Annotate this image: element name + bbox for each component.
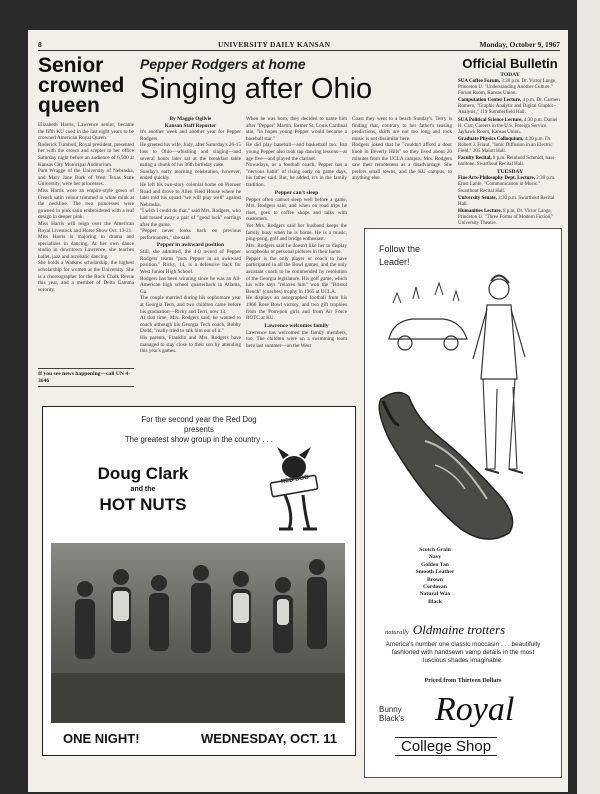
paragraph: Nowadays, as a football coach, Pepper has a "nervous habit" of rising early on game days, his father said. But, he added, it's in the family tradition. (246, 162, 347, 188)
shoe-description: America's number one classic moccasin . . . beautifully fashioned with handsewn vamp details in the most luscious shades imaginable. (385, 641, 541, 665)
brand-line (385, 621, 555, 639)
paragraph: He did play baseball—and basketball too. But young Pepper also took tap dancing lessons—at age five—and played the clarinet. (246, 142, 347, 162)
paragraph: At that time, Mrs. Rodgers said, he wanted to coach although his Georgia Tech coach, Bobby Dodd, "really tried to talk him out of it." (140, 315, 241, 335)
color-option: Cordovan (423, 584, 447, 591)
paragraph: His parents, Franklin and Mrs. Rodgers have managed to stay close to their son by attending this year's games. (140, 335, 241, 355)
royal-college-shop-ad (364, 228, 562, 778)
footer-right: WEDNESDAY, OCT. 11 (200, 731, 337, 746)
news-tip-text: If you see news happening—call UN 4-3646 (38, 371, 130, 384)
story-headline: Singing after Ohio (140, 73, 373, 105)
brand-name: Oldmaine trotters (412, 622, 506, 637)
bulletin-item (458, 79, 562, 97)
store-small-line: Bunny (379, 705, 402, 714)
adjacent-page-edge (577, 0, 600, 794)
paragraph: He left his two-story colonial home on Pioneer Road and drove to Allen Field House where he later told his squad "we will play well" against Nebraska. (140, 181, 241, 208)
header-rule (38, 50, 560, 51)
paragraph: Rodgers has been winning since he was an All-American high school quarterback in Atlanta, Ga. (140, 275, 241, 295)
act-and: and the (130, 486, 156, 493)
shoe-price: Priced from Thirteen Dollars (424, 677, 502, 684)
store-logo (375, 691, 555, 769)
paragraph: Pepper often cannot sleep well before a game, Mrs. Rodgers said, and when on road trips he rises, goes to coffee shops and talks with customers. (246, 196, 347, 223)
page-number: 8 (38, 40, 42, 49)
bulletin-item-text: 2:30 p.m. Ernst Lanfe, "Communication in Music." Swarthout Recital Hall. (458, 176, 556, 194)
bulletin-item (458, 98, 562, 116)
paragraph: Sunday's early morning celebration, however, ended quickly. (140, 168, 241, 182)
paragraph: "I wish I could do that," said Mrs. Rodgers, who had tossed away a pair of "good luck" earrings after the game. (140, 208, 241, 228)
subhead: Pepper in awkward position (156, 242, 225, 249)
rodgers-col-2 (246, 116, 347, 421)
rodgers-col-3 (352, 116, 452, 222)
queen-headline (38, 56, 134, 116)
bulletin-item-text: 4:30 p.m. Daniel H. Carr, Careers in the U.S. Foreign Service. Jayhawk Room, Kansas Union. (458, 117, 558, 135)
bulletin-item-text: 3:30 p.m. Dr. Victor Lange, Princeton U. "Understanding Another Culture." Forum Room, Kansas Union. (458, 79, 557, 97)
paragraph: Pepper is the only player or coach to have participated in all the Bowl games, and the only assistant coach to be commended by resolution of the Georgia legislature. His golf game, which his wife says "relaxes him" won the "Bristol Bench" (coaches) trophy in 1965 at UCLA. (246, 255, 347, 295)
act-line-1: Doug Clark (97, 464, 189, 483)
byline-title: Kansan Staff Reporter (164, 122, 217, 129)
ad-line: presents (184, 425, 214, 434)
bulletin-item-name: University Senate, (458, 195, 497, 201)
color-option: Black (428, 598, 442, 605)
headline-line: queen (38, 94, 100, 117)
bulletin-item (458, 156, 562, 168)
color-option: Golden Tan (421, 561, 449, 568)
bulletin-item-name: Computation Center Lecture, (458, 98, 522, 104)
car-and-crowd-sketch-icon (383, 273, 473, 363)
rodgers-col-1 (140, 116, 241, 421)
act-line-2: HOT NUTS (99, 495, 187, 514)
bulletin-item (458, 176, 562, 194)
store-small-line: Black's (379, 714, 405, 723)
brand-prefix: naturally (385, 629, 409, 636)
paragraph: He displays an autographed football from his 1966 Rose Bowl victory, and two gift trophies from the Pom-pon girls and from Air Force ROTC at KU. (246, 295, 347, 322)
paragraph: Coast they went to a beach Sunday's. Terry is finding that, contrary to her father's teasing predictions, skirts are not too long and rock music is not dissimilar here. (352, 116, 452, 142)
paragraph: She holds a Watkins scholarship, the highest scholarship for women at the University. She is a choreographer for the Rock Chalk Revue this year, and a member of Delta Gamma sorority. (38, 260, 134, 293)
color-option: Navy (428, 554, 442, 561)
bulletin-item-text: 4 p.m. Dr. Carmen Romero, "Graphic Analytic and Digital Graphic-Analysis," 119 Summerfield Hall. (458, 98, 560, 116)
color-option: Brown (426, 576, 444, 583)
bulletin-item-name: Humanities Lecture, (458, 208, 502, 214)
loafer-shoe-icon (369, 379, 519, 549)
news-tip-box (38, 368, 134, 387)
paragraph: Roderick Turnbull, Royal president, presented her with the crown and scepter to her office Saturday night before an audience of 6,500 at Kansas City Municipal Auditorium. (38, 141, 134, 168)
red-dog-mascot-icon (261, 445, 331, 535)
footer-left: ONE NIGHT! (63, 731, 140, 746)
issue-date: Monday, October 9, 1967 (479, 40, 560, 49)
paragraph: When he was born, they decided to name him after "Pepper" Martin, former St. Louis Cardinal star, "in hopes young Pepper would become a baseball star." (246, 116, 347, 142)
headline-line: Senior (38, 56, 104, 77)
paragraph: Mrs. Rodgers said he doesn't like her to display scrapbooks or personal pictures in their home. (246, 242, 347, 256)
shoe-colors (385, 547, 485, 606)
bulletin-item-name: SUA Coffee Forum, (458, 79, 501, 84)
official-bulletin (458, 56, 562, 252)
ad-line: For the second year the Red Dog (141, 415, 257, 424)
masthead: UNIVERSITY DAILY KANSAN (218, 40, 331, 49)
paragraph: The couple married during his sophomore year at Georgia Tech, and two children came before his graduation—Ricky and Terri, now 13. (140, 295, 241, 315)
newspaper-page (28, 30, 568, 792)
paragraph: Pam Wragge of the University of Nebraska, and Mary Jane Burk of West Texas State University, were her princesses. (38, 168, 134, 188)
paragraph: He greeted his wife, Judy, after Saturday's 26-15 loss to Ohio—whistling and singing—and several hours later sat at the breakfast table eating a chunk of his 36th birthday cake. (140, 142, 241, 169)
color-option: Natural Wax (419, 591, 451, 598)
act-name (43, 463, 243, 516)
bulletin-item-text: 8 p.m. Reinhold Schmidt, bass-baritone. Swarthout Recital Hall. (458, 156, 556, 168)
bulletin-item (458, 118, 562, 136)
bulletin-item (458, 196, 562, 208)
bulletin-item (458, 137, 562, 155)
headline-line: crowned (38, 74, 125, 97)
color-option: Scotch Grain (419, 547, 451, 553)
paragraph: Miss Harris is majoring in drama and specializes in dancing. At her own dance studio in downtown Lawrence, she teaches ballet, jazz and acrobatic dancing. (38, 234, 134, 260)
store-block: College Shop (395, 737, 497, 756)
bulletin-item-name: Faculty Recital, (458, 156, 492, 162)
bulletin-title: Official Bulletin (462, 56, 558, 71)
follow-the-leader-text: Follow the Leader! (379, 244, 421, 267)
paragraph: It's another week and another year for Pepper Rodgers. (140, 129, 241, 142)
band-photo (51, 543, 345, 723)
page-header (38, 40, 560, 50)
store-script: Royal (435, 691, 515, 728)
bulletin-item-text: 4:30 p.m. Dr. Robert J. Friauf, "Ionic Diffusion in an Electric Field." 305 Malott Hall. (458, 136, 553, 155)
paragraph: Still, she admitted, the 4-0 record of Pepper Rodgers' teams "puts Pepper in an awkward position." Ricky, 14, is a defensive back for West Junior High School. (140, 249, 241, 276)
queen-body (38, 122, 134, 293)
color-option: Smooth Leather (415, 569, 455, 576)
store-small (379, 705, 404, 723)
bulletin-item-text: 3:30 p.m. Swarthout Recital Hall. (458, 195, 555, 207)
ad-footer (51, 729, 345, 749)
subhead: Lawrence welcomes family (264, 322, 329, 329)
paragraph: Miss Harris wore an empire-style gown of French satin velour trimmed in white mink at the neckline. The two princesses were gowned in pink satin embroidered with a leaf design in deeper pink. (38, 187, 134, 221)
bulletin-item-name: Fine Arts-Philosophy Dept. Lecture, (458, 176, 535, 182)
band-members-icon (51, 543, 345, 723)
story-kicker: Pepper Rodgers at home (140, 56, 306, 72)
subhead: Pepper can't sleep (274, 189, 319, 196)
red-dog-ad (42, 406, 356, 756)
mascot-sign-text: RED DOG (280, 474, 310, 486)
ad-intro (43, 415, 355, 445)
rodgers-story-head (140, 56, 373, 106)
bulletin-item (458, 209, 562, 227)
paragraph: Lawrence has welcomed the family members, too. The children were on a swimming team here last summer—on the West (246, 329, 347, 349)
paragraph: "Pepper never looks back on previous performances," she said. (140, 228, 241, 241)
bulletin-day: TODAY (500, 72, 520, 78)
bulletin-item-name: SUA Political Science Lecture, (458, 117, 523, 123)
bulletin-day: TUESDAY (496, 169, 524, 176)
bulletin-item-text: 8 p.m. Dr. Victor Lange, Princeton U. "Three Forms of Modern Fiction," University Theatre. (458, 208, 554, 226)
byline-name: By Maggie Ogilvie (169, 116, 212, 122)
paragraph: Rodgers joked that he "couldn't afford a door knob in Beverly Hills" so they lived about 20 minutes from the UCLA campus. Mrs. Rodgers saw their remoteness as a disadvantage. She prefers small towns, and the KU campus, to anything else. (352, 142, 452, 182)
bulletin-item-name: Graduate Physics Colloquium, (458, 136, 524, 142)
paragraph: Yet Mrs. Rodgers said her husband keeps the family busy when he is home. He is a music, ping-pong, golf and bridge enthusiast. (246, 222, 347, 243)
ad-line: The greatest show group in the country . . . (124, 435, 274, 444)
paragraph: Elizabeth Harris, Lawrence senior, became the fifth KU coed in the last eight years to be crowned American Royal Queen. (38, 122, 134, 142)
paragraph: Miss Harris will reign over the American Royal Livestock and Horse Show Oct. 13-21. (38, 220, 134, 234)
